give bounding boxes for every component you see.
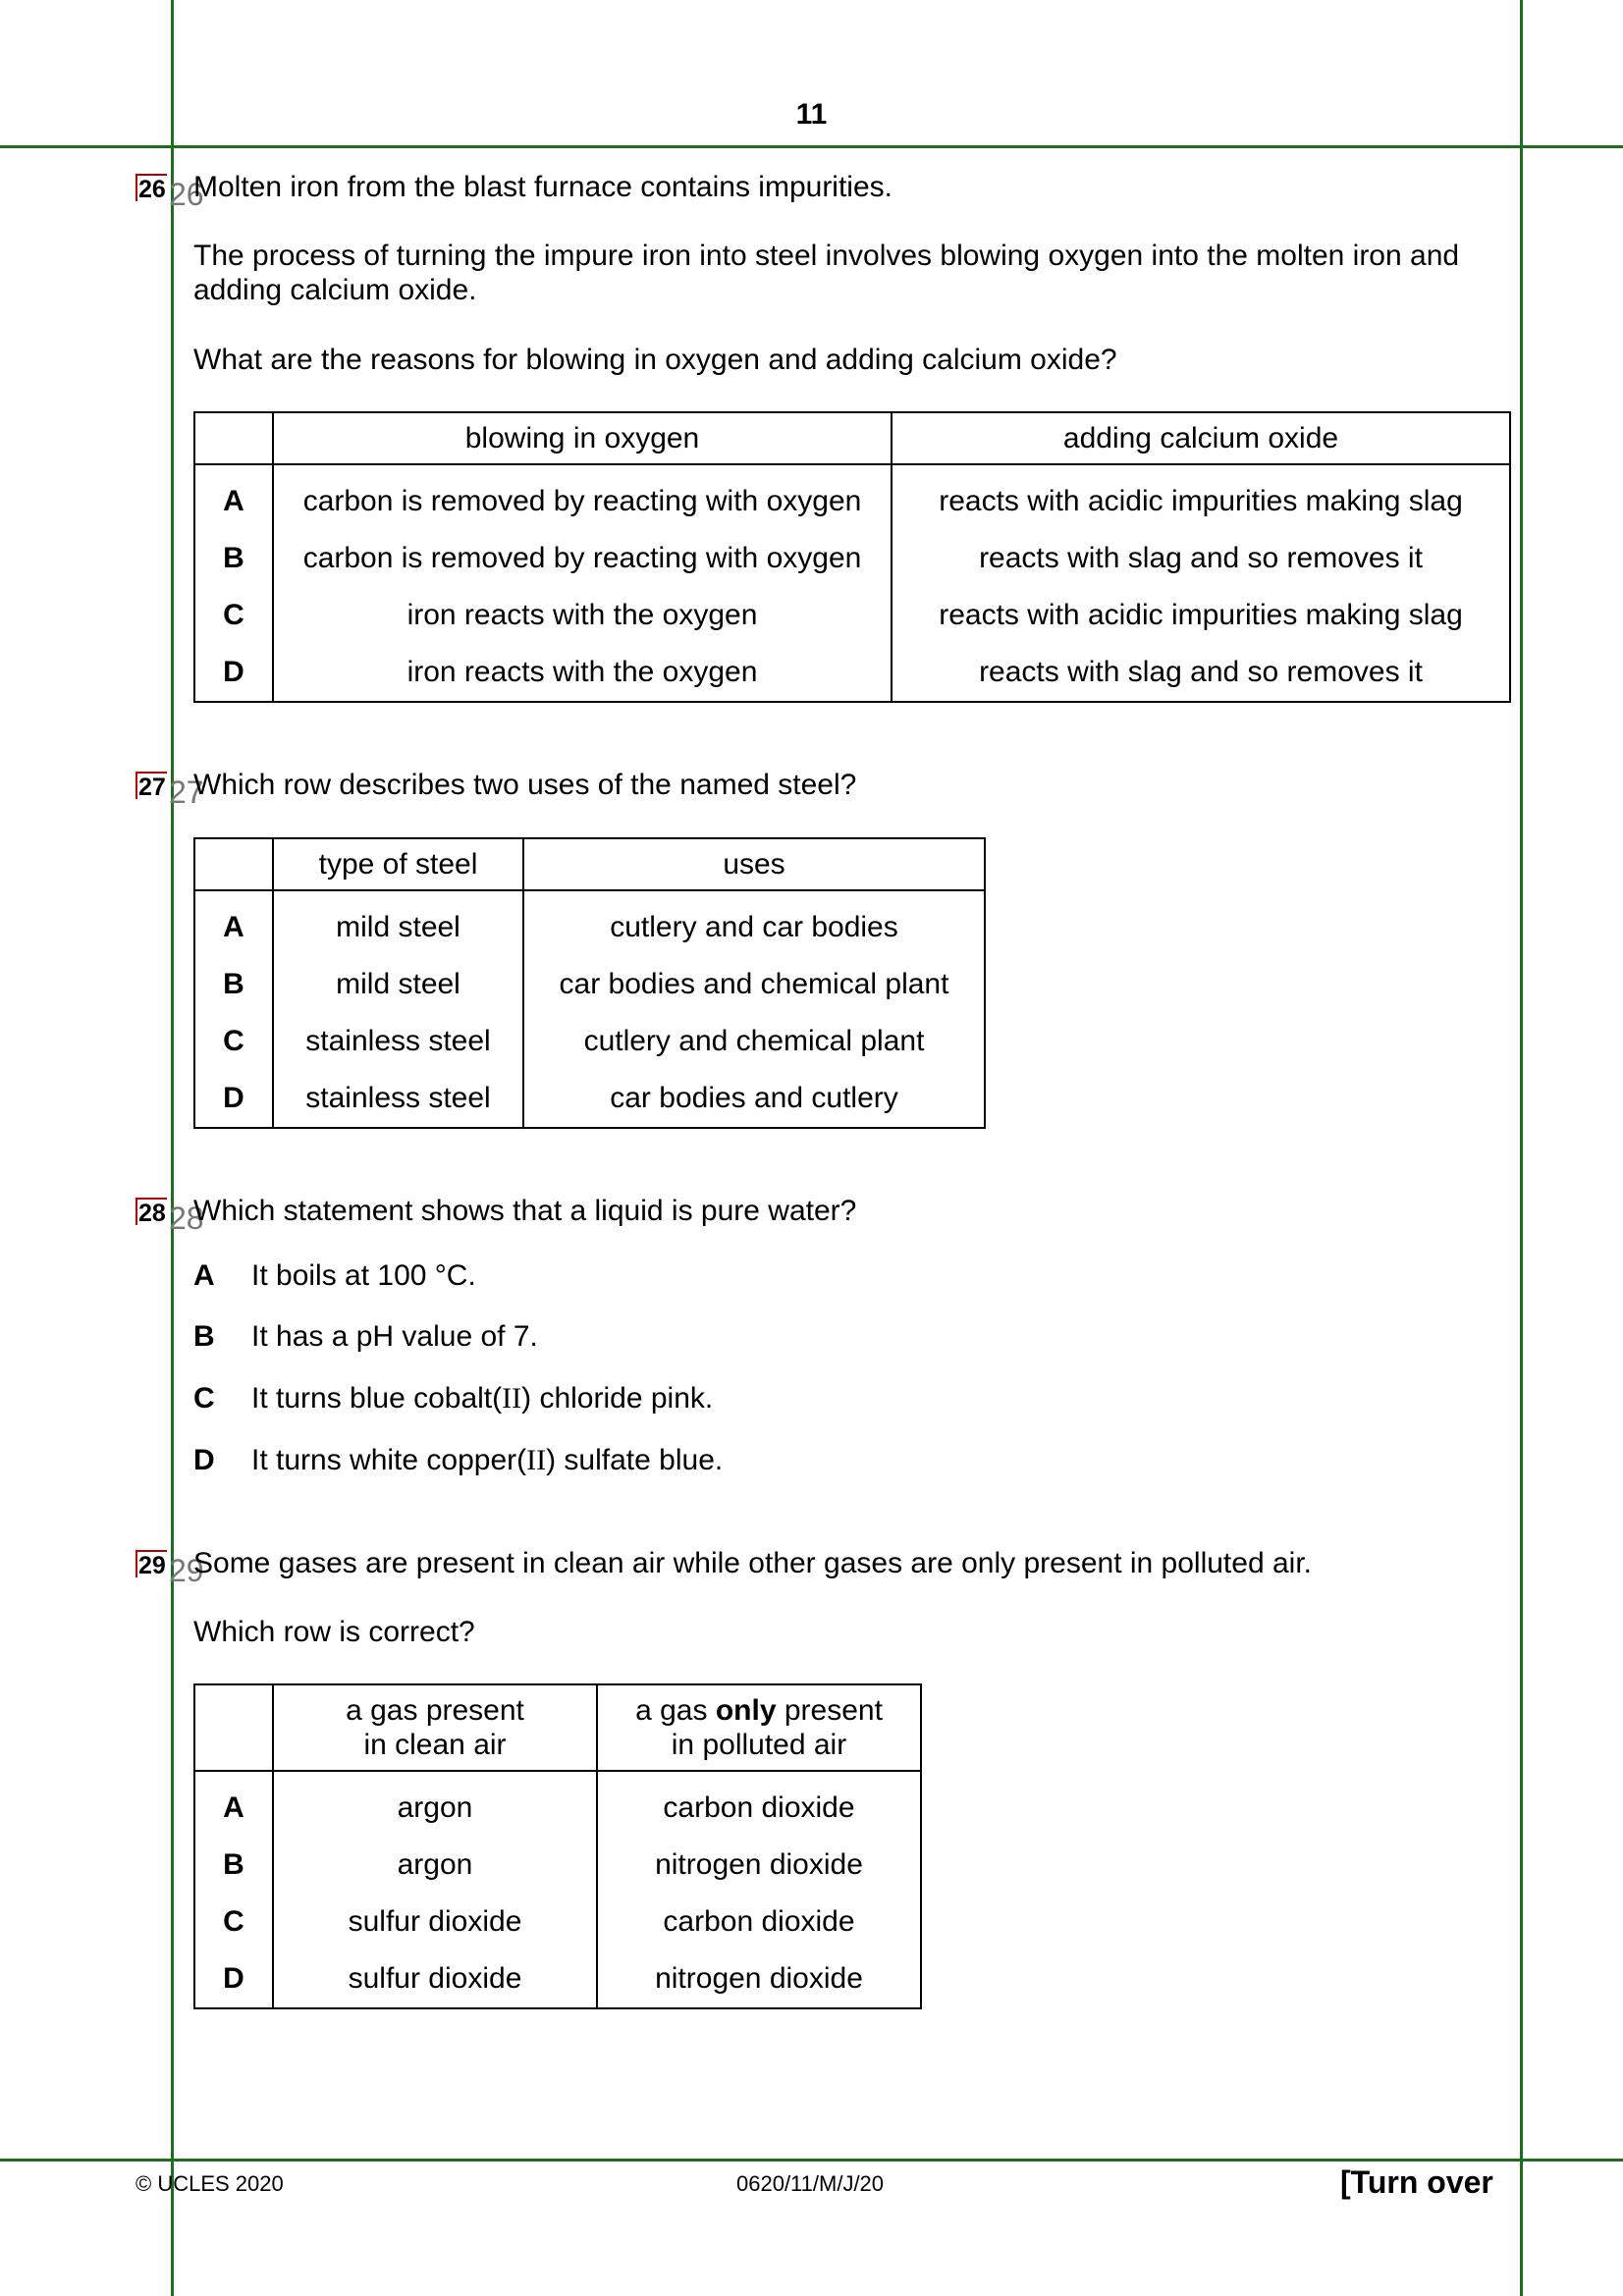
q26-stem: Molten iron from the blast furnace contains impurities. bbox=[193, 171, 893, 203]
question-number-ghost: 26 bbox=[169, 177, 204, 212]
table-cell: reacts with acidic impurities making slag bbox=[892, 464, 1510, 530]
q29-prompt: Which row is correct? bbox=[193, 1616, 475, 1648]
question-number-ghost: 28 bbox=[169, 1201, 204, 1236]
q26-table bbox=[193, 411, 1511, 703]
page-number: 11 bbox=[795, 98, 828, 131]
option-text: It turns white copper( bbox=[251, 1444, 527, 1476]
margin-guide-left bbox=[171, 0, 174, 2296]
header-emphasis: only bbox=[715, 1694, 777, 1727]
table-cell: stainless steel bbox=[273, 1070, 523, 1128]
table-header bbox=[597, 1684, 921, 1771]
table-cell: sulfur dioxide bbox=[273, 1894, 597, 1950]
footer-guide bbox=[0, 2159, 1623, 2162]
table-row[interactable] bbox=[194, 1837, 921, 1894]
table-header-empty bbox=[194, 1684, 273, 1771]
option-key: C bbox=[193, 1382, 215, 1415]
margin-guide-right bbox=[1520, 0, 1523, 2296]
question-number-badge: 27 bbox=[135, 772, 167, 799]
option-text: It boils at 100 °C. bbox=[251, 1259, 476, 1292]
header-line: present bbox=[776, 1694, 883, 1727]
table-header bbox=[273, 1684, 597, 1771]
table-row[interactable] bbox=[194, 530, 1510, 587]
table-header-row bbox=[194, 412, 1510, 464]
table-row[interactable] bbox=[194, 644, 1510, 702]
table-header-empty bbox=[194, 412, 273, 464]
table-cell: carbon dioxide bbox=[597, 1894, 921, 1950]
table-cell: mild steel bbox=[273, 956, 523, 1013]
table-cell: carbon dioxide bbox=[597, 1771, 921, 1837]
table-row[interactable] bbox=[194, 1950, 921, 2008]
header-line: a gas bbox=[635, 1694, 716, 1727]
question-number-ghost: 27 bbox=[169, 774, 204, 810]
table-row[interactable] bbox=[194, 890, 985, 956]
table-cell: argon bbox=[273, 1837, 597, 1894]
q28-stem: Which statement shows that a liquid is pure water? bbox=[193, 1195, 857, 1227]
table-row[interactable] bbox=[194, 1070, 985, 1128]
q27-table bbox=[193, 837, 986, 1129]
option-a[interactable] bbox=[193, 1259, 476, 1293]
table-header-row bbox=[194, 838, 985, 890]
table-cell: reacts with slag and so removes it bbox=[892, 644, 1510, 702]
option-key: A bbox=[194, 1771, 273, 1837]
table-row[interactable] bbox=[194, 587, 1510, 644]
question-number-ghost: 29 bbox=[169, 1553, 204, 1588]
copyright: © UCLES 2020 bbox=[135, 2171, 284, 2196]
roman-numeral: II bbox=[502, 1382, 522, 1415]
option-key: B bbox=[194, 530, 273, 587]
option-key: C bbox=[194, 1013, 273, 1070]
option-text: ) chloride pink. bbox=[521, 1382, 714, 1415]
table-cell: argon bbox=[273, 1771, 597, 1837]
option-key: A bbox=[193, 1259, 215, 1292]
table-cell: nitrogen dioxide bbox=[597, 1950, 921, 2008]
q29-stem: Some gases are present in clean air while other gases are only present in polluted air. bbox=[193, 1547, 1312, 1579]
option-key: B bbox=[194, 956, 273, 1013]
question-number-badge: 28 bbox=[135, 1198, 167, 1225]
table-row[interactable] bbox=[194, 1771, 921, 1837]
turn-over: [Turn over bbox=[1340, 2164, 1493, 2200]
table-cell: mild steel bbox=[273, 890, 523, 956]
table-header-empty bbox=[194, 838, 273, 890]
question-number-badge: 29 bbox=[135, 1550, 167, 1577]
table-header-row bbox=[194, 1684, 921, 1771]
q29-table bbox=[193, 1683, 922, 2009]
q26-prompt: What are the reasons for blowing in oxygen and adding calcium oxide? bbox=[193, 344, 1117, 376]
table-cell: cutlery and car bodies bbox=[523, 890, 985, 956]
table-cell: iron reacts with the oxygen bbox=[273, 644, 892, 702]
option-key: D bbox=[193, 1444, 215, 1476]
roman-numeral: II bbox=[526, 1444, 547, 1476]
table-cell: car bodies and cutlery bbox=[523, 1070, 985, 1128]
question-number-badge: 26 bbox=[135, 174, 167, 201]
table-row[interactable] bbox=[194, 1894, 921, 1950]
option-key: D bbox=[194, 1950, 273, 2008]
header-line: a gas present bbox=[346, 1694, 524, 1727]
option-key: A bbox=[194, 890, 273, 956]
paper-code: 0620/11/M/J/20 bbox=[736, 2171, 885, 2196]
table-cell: cutlery and chemical plant bbox=[523, 1013, 985, 1070]
table-header: uses bbox=[523, 838, 985, 890]
table-header: adding calcium oxide bbox=[892, 412, 1510, 464]
option-key: B bbox=[194, 1837, 273, 1894]
header-line: in clean air bbox=[363, 1729, 507, 1761]
option-key: C bbox=[194, 1894, 273, 1950]
table-row[interactable] bbox=[194, 956, 985, 1013]
q26-context: The process of turning the impure iron into steel involves blowing oxygen into the molten iron and adding calcium oxide. bbox=[193, 240, 1460, 306]
option-key: D bbox=[194, 644, 273, 702]
table-header: type of steel bbox=[273, 838, 523, 890]
option-key: D bbox=[194, 1070, 273, 1128]
option-key: C bbox=[194, 587, 273, 644]
table-cell: car bodies and chemical plant bbox=[523, 956, 985, 1013]
option-text: It turns blue cobalt( bbox=[251, 1382, 503, 1415]
table-cell: stainless steel bbox=[273, 1013, 523, 1070]
table-cell: reacts with slag and so removes it bbox=[892, 530, 1510, 587]
table-row[interactable] bbox=[194, 1013, 985, 1070]
table-cell: nitrogen dioxide bbox=[597, 1837, 921, 1894]
table-cell: sulfur dioxide bbox=[273, 1950, 597, 2008]
option-key: A bbox=[194, 464, 273, 530]
option-b[interactable] bbox=[193, 1320, 538, 1354]
q27-stem: Which row describes two uses of the named steel? bbox=[193, 769, 857, 801]
option-text: ) sulfate blue. bbox=[546, 1444, 724, 1476]
table-cell: reacts with acidic impurities making slag bbox=[892, 587, 1510, 644]
header-guide bbox=[0, 145, 1623, 148]
table-cell: carbon is removed by reacting with oxygen bbox=[273, 464, 892, 530]
header-line: in polluted air bbox=[671, 1729, 847, 1761]
option-d[interactable] bbox=[193, 1444, 723, 1477]
table-row[interactable] bbox=[194, 464, 1510, 530]
table-header: blowing in oxygen bbox=[273, 412, 892, 464]
table-cell: carbon is removed by reacting with oxygen bbox=[273, 530, 892, 587]
option-text: It has a pH value of 7. bbox=[251, 1320, 538, 1353]
table-cell: iron reacts with the oxygen bbox=[273, 587, 892, 644]
option-key: B bbox=[193, 1320, 215, 1353]
option-c[interactable] bbox=[193, 1382, 713, 1415]
